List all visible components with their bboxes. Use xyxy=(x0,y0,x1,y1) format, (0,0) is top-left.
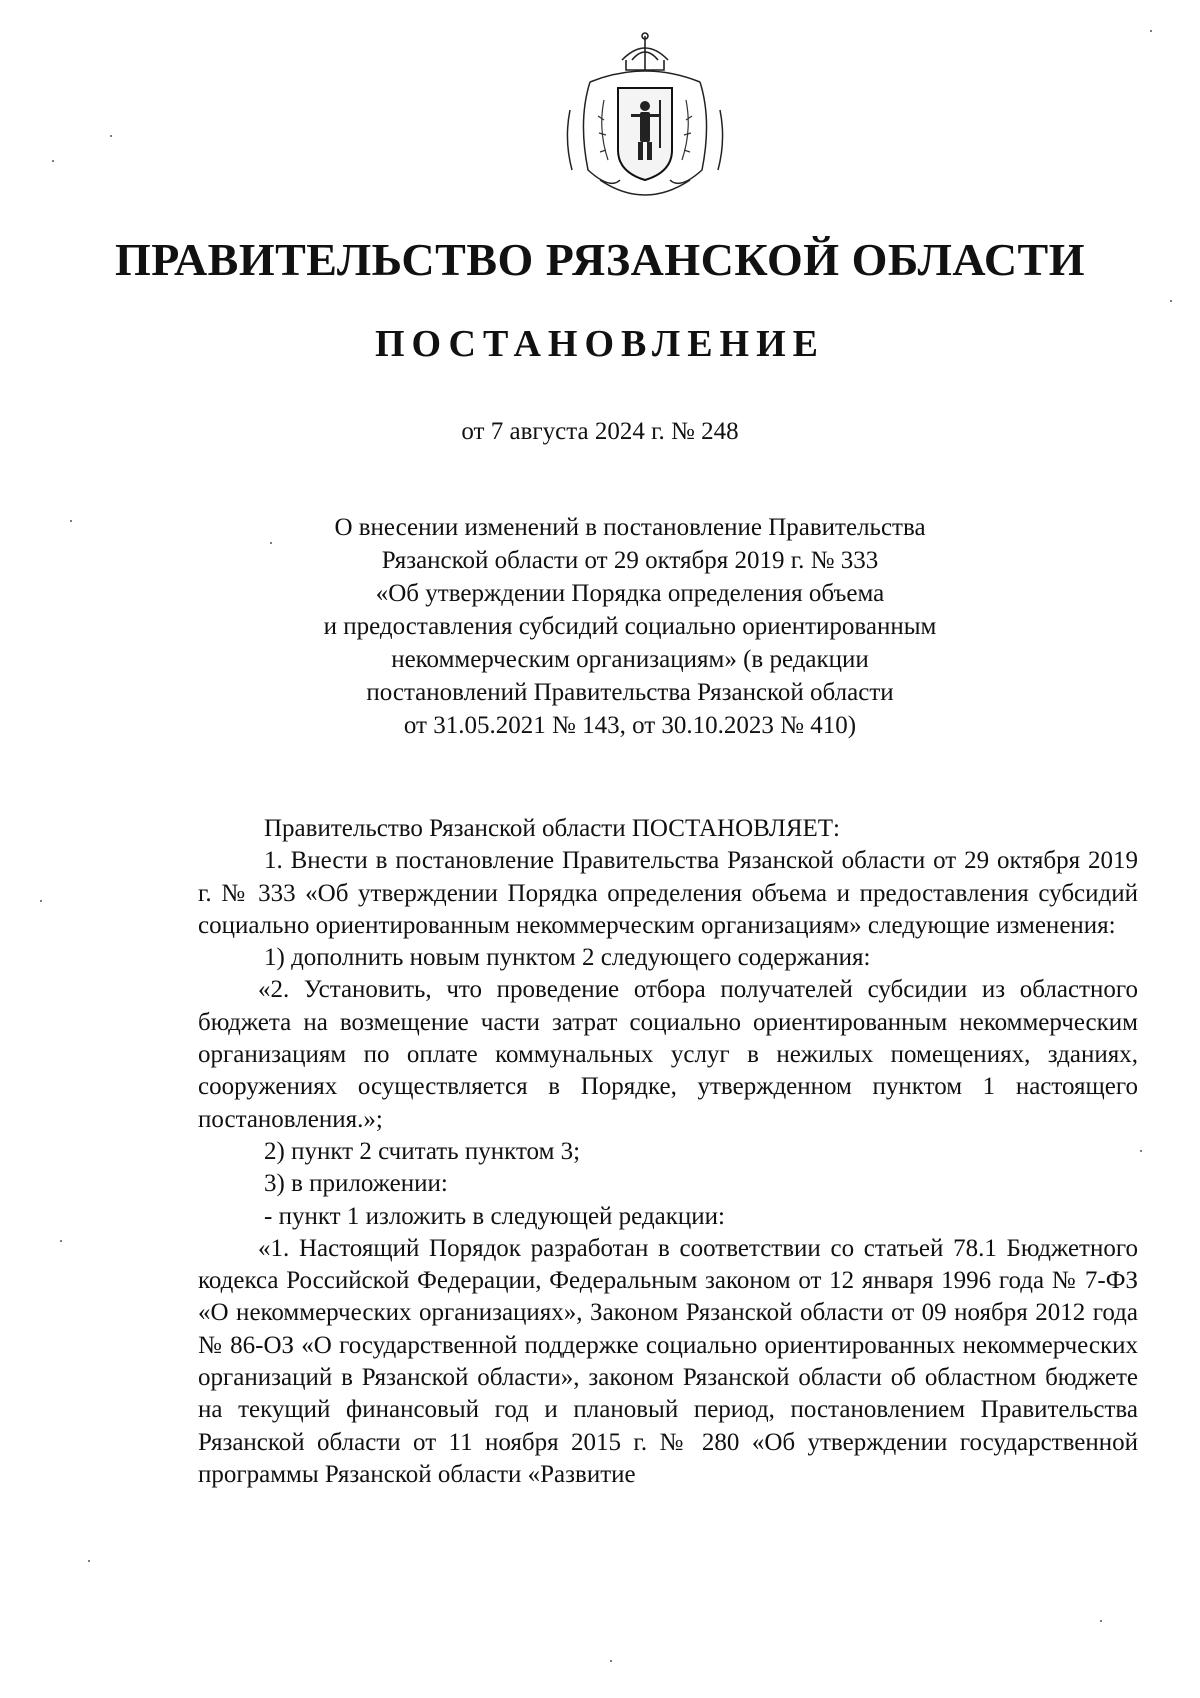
subject-line: О внесении изменений в постановление Правительства xyxy=(334,514,926,541)
body-paragraph: Правительство Рязанской области ПОСТАНОВЛЯЕТ: xyxy=(264,815,840,842)
organization-title: ПРАВИТЕЛЬСТВО РЯЗАНСКОЙ ОБЛАСТИ xyxy=(114,234,1086,285)
scan-speck xyxy=(1170,300,1172,302)
subject-line: и предоставления субсидий социально ориентированным xyxy=(323,613,937,640)
scan-speck xyxy=(1150,30,1152,32)
scan-speck xyxy=(270,542,272,544)
document-type-heading: ПОСТАНОВЛЕНИЕ xyxy=(374,323,826,365)
body-paragraph: 1) дополнить новым пунктом 2 следующего содержания: xyxy=(264,944,871,972)
scan-speck xyxy=(1140,1150,1142,1152)
scan-speck xyxy=(1100,1620,1102,1622)
scan-speck xyxy=(88,1560,90,1562)
scan-speck xyxy=(70,520,72,522)
subject-line: постановлений Правительства Рязанской области xyxy=(366,679,894,706)
subject-line: Рязанской области от 29 октября 2019 г. № 333 xyxy=(381,547,879,574)
scan-speck xyxy=(40,900,42,902)
scan-speck xyxy=(60,1240,62,1242)
body-paragraph: 3) в приложении: xyxy=(264,1170,448,1198)
subject-line: от 31.05.2021 № 143, от 30.10.2023 № 410) xyxy=(403,712,857,739)
scan-speck xyxy=(52,160,54,162)
body-paragraph: 1. Внести в постановление Правительства Рязанской области от 29 октября 2019 г. № 333 «Об утверждении Порядка определения объема и предоставления субсидий социально ориентированным некоммерческим организациям» следующие изменения: xyxy=(198,847,1138,939)
body-paragraph: - пункт 1 изложить в следующей редакции: xyxy=(264,1202,725,1230)
body-paragraph: «1. Настоящий Порядок разработан в соответствии со статьей 78.1 Бюджетного кодекса Российской Федерации, Федеральным законом от 12 января 1996 года № 7-ФЗ «О некоммерческих организациях», Законом Рязанской области от 09 ноября 2012 года № 86-ОЗ «О государственной поддержке социально ориентированных некоммерческих организаций в Рязанской области», законом Рязанской области об областном бюджете на текущий финансовый год и плановый период, постановлением Правительства Рязанской области от 11 ноября 2015 г. № 280 «Об утверждении государственной программы Рязанской области «Развитие xyxy=(198,1234,1138,1488)
document-date-number: от 7 августа 2024 г. № 248 xyxy=(461,418,739,445)
scan-speck xyxy=(610,1660,612,1662)
document-subject xyxy=(250,511,1010,742)
coat-of-arms-emblem xyxy=(560,30,730,215)
document-body xyxy=(198,813,1138,1491)
scan-speck xyxy=(110,135,112,137)
body-paragraph: 2) пункт 2 считать пунктом 3; xyxy=(264,1137,581,1165)
subject-line: некоммерческим организациям» (в редакции xyxy=(391,646,869,673)
subject-line: «Об утверждении Порядка определения объема xyxy=(375,580,885,607)
body-paragraph: «2. Установить, что проведение отбора получателей субсидии из областного бюджета на возмещение части затрат социально ориентированным некоммерческим организациям по оплате коммунальных услуг в нежилых помещениях, зданиях, сооружениях осуществляется в Порядке, утвержденном пунктом 1 настоящего постановления.»; xyxy=(198,976,1138,1133)
